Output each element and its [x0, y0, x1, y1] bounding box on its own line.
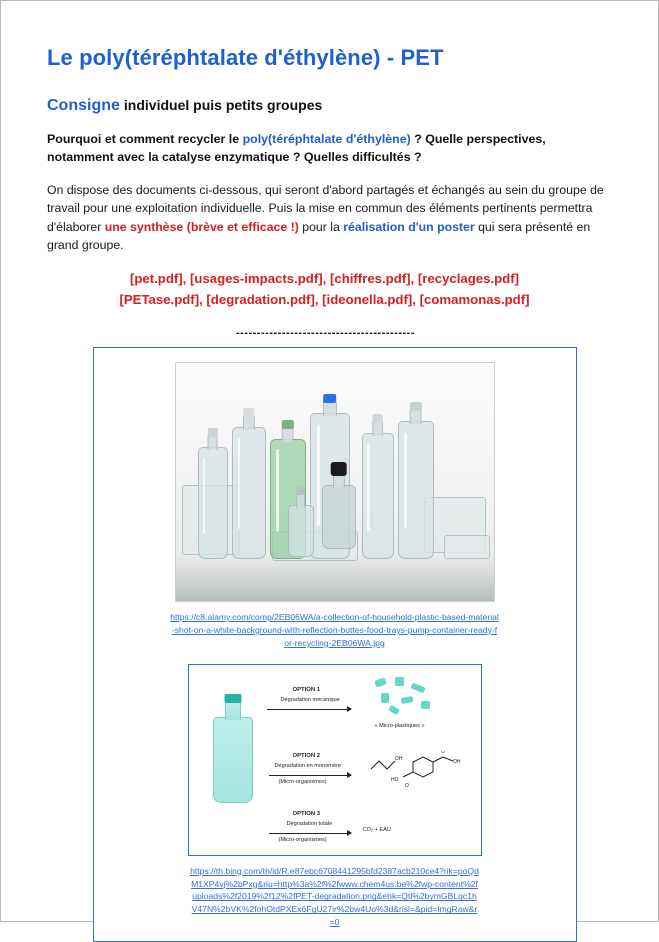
paragraph-blue-highlight: réalisation d'un poster: [343, 219, 475, 234]
file-list-line-1[interactable]: [pet.pdf], [usages-impacts.pdf], [chiffres.pdf], [recyclages.pdf]: [129, 270, 520, 286]
bottle-cap-6: [409, 402, 421, 411]
bottle-1: [198, 447, 228, 559]
plastic-bottles-photo: [175, 362, 495, 602]
question-part-2: ? Quelle perspectives, notamment avec la catalyse enzymatique ? Quelles difficultés ?: [47, 132, 546, 164]
diagram-bottle-cap: [224, 694, 241, 703]
option-3-subtitle: Dégradation totale: [286, 820, 333, 827]
microplastic-fragment-7: [388, 705, 400, 715]
svg-text:OH: OH: [394, 755, 402, 762]
option-2-arrow: [269, 775, 351, 776]
microplastic-fragment-4: [381, 693, 389, 703]
microplastic-fragment-1: [374, 677, 387, 687]
separator-line: -------------------------------------------: [235, 326, 415, 339]
bottle-cap-2: [243, 408, 255, 417]
diagram-source-link[interactable]: https://th.bing.com/th/id/R.e87ebc6708441295bfd2387acb210ce4?rik=poQdM1XP4vj%2bPxg&riu=http%3a%2f%2fwww.chem4us.be%2fwp-content%2fuploads%2f2019%2f12%2fPET-degradation.png&ehk=Qtl%2bymGBLqc1hV47N%2bVK%2fohOtdPXEx6FgU27ir%2bw4Uo%3d&risl=&pid=ImgRaw&r=0: [190, 865, 479, 928]
pump-container: [322, 485, 356, 549]
paragraph-red-highlight: une synthèse (brève et efficace !): [104, 219, 299, 234]
bottle-2: [232, 427, 266, 559]
question-part-1: Pourquoi et comment recycler le: [47, 132, 243, 146]
instructions-paragraph: [47, 181, 609, 255]
option-2-subtitle: Dégradation en monomère: [274, 762, 342, 769]
bottle-highlight-5: [367, 444, 369, 531]
bottle-highlight-1: [203, 457, 205, 534]
paragraph-part-1: On dispose des documents ci-dessous, qui seront d'abord partagés et échangés au sein du groupe de travail pour une exploitation individuelle. Puis la mise en commun des éléments pertinents permettra d'élaborer: [47, 182, 604, 234]
bottle-cap-5: [372, 414, 383, 423]
svg-text:OH: OH: [452, 758, 460, 765]
pump-head: [330, 462, 347, 476]
consigne-keyword: Consigne: [47, 97, 120, 114]
option-1-title: OPTION 1: [292, 686, 320, 693]
paragraph-part-2: pour la: [298, 219, 344, 234]
photo-source-link[interactable]: https://c8.alamy.com/comp/2EB06WA/a-collection-of-household-plastic-based-material-shot-on-a-white-background-with-reflection-bottes-food-trays-pump-container-ready-for-recycling-2EB06WA.jpg: [170, 611, 499, 648]
pet-degradation-diagram: [188, 664, 482, 856]
diagram-bottle: [213, 717, 253, 803]
microplastic-fragment-2: [395, 677, 404, 686]
file-list: [47, 268, 622, 310]
option-3-arrow: [269, 833, 351, 834]
svg-text:HO: HO: [390, 776, 398, 783]
option-1-arrow: [267, 709, 351, 710]
microplastic-fragment-3: [410, 682, 425, 693]
bottle-cap-3: [281, 420, 293, 429]
option-1-result: « Micro-plastiques »: [374, 722, 425, 729]
bottle-cap-4: [323, 394, 337, 403]
option-2-agent: (Micro-organismes): [278, 778, 327, 785]
bottle-highlight-2: [238, 438, 241, 529]
page-title: Le poly(téréphtalate d'éthylène) - PET: [47, 45, 444, 70]
bottle-cap-1: [207, 428, 217, 437]
microplastic-fragment-6: [421, 701, 430, 709]
microplastic-fragment-5: [400, 696, 413, 704]
option-3-title: OPTION 3: [292, 810, 320, 817]
bottle-cap-7: [296, 486, 305, 495]
option-2-title: OPTION 2: [292, 752, 320, 759]
paragraph-part-3: qui sera présenté en grand groupe.: [47, 219, 591, 253]
monomer-structure: [365, 751, 473, 793]
consigne-heading: [47, 97, 622, 115]
bottle-6: [398, 421, 434, 559]
bottle-5: [362, 433, 394, 559]
svg-text:O: O: [440, 750, 445, 755]
option-3-result: CO₂ + EAU: [362, 826, 391, 833]
bottle-7-small: [288, 505, 314, 557]
bottle-highlight-4: [317, 425, 320, 526]
bottle-highlight-3: [276, 449, 279, 532]
question-highlight: poly(téréphtalate d'éthylène): [242, 132, 411, 146]
option-1-subtitle: Dégradation mécanique: [280, 696, 340, 703]
option-3-agent: (Micro-organismes): [278, 836, 327, 843]
photo-reflection: [176, 555, 494, 601]
svg-text:O: O: [404, 782, 409, 789]
figures-frame: [93, 347, 577, 942]
consigne-mode: individuel puis petits groupes: [123, 97, 323, 113]
file-list-line-2[interactable]: [PETase.pdf], [degradation.pdf], [ideonella.pdf], [comamonas.pdf]: [119, 291, 530, 307]
bottle-highlight-6: [404, 433, 407, 528]
monomer-svg: [365, 751, 473, 791]
question-text: [47, 131, 607, 167]
